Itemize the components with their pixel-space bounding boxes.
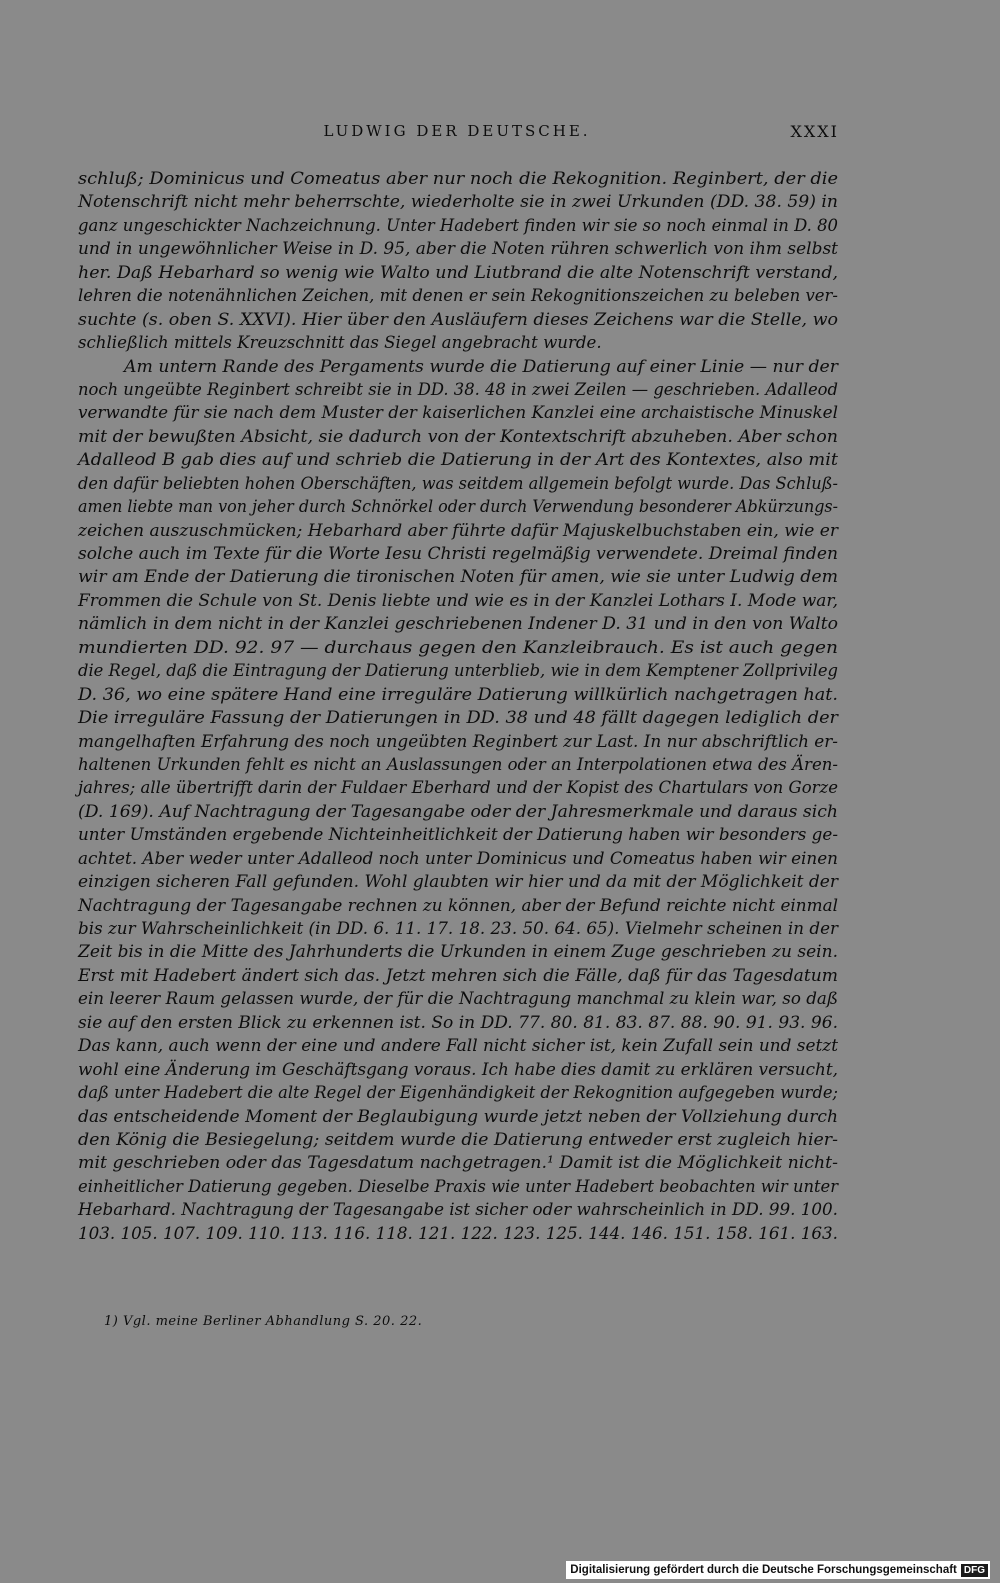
dfg-credit-text: Digitalisierung gefördert durch die Deutsche Forschungsgemeinschaft [570,1564,957,1576]
running-title: LUDWIG DER DEUTSCHE. [323,122,591,140]
text-line-content: unter Umständen ergebende Nichteinheitlichkeit der Datierung haben wir besonders ge- [78,825,838,845]
text-line-content: Adalleod B gab dies auf und schrieb die Datierung in der Art des Kontextes, also mit [78,450,838,470]
text-line-content: lehren die notenähnlichen Zeichen, mit denen er sein Rekognitionszeichen zu beleben ver- [78,286,838,306]
text-line [78,1175,838,1198]
text-line-content: Nachtragung der Tagesangabe rechnen zu können, aber der Befund reichte nicht einmal [78,895,839,915]
text-line [78,378,838,401]
text-line-content: jahres; alle übertrifft darin der Fuldaer Eberhard und der Kopist des Chartulars von Gorze [78,778,838,798]
text-line-content: ganz ungeschickter Nachzeichnung. Unter Hadebert finden wir sie so noch einmal in D. 80 [78,215,838,235]
text-line [78,284,838,307]
text-line-content: das entscheidende Moment der Beglaubigung wurde jetzt neben der Vollziehung durch [78,1106,838,1126]
text-line [78,730,838,753]
text-line-content: wohl eine Änderung im Geschäftsgang voraus. Ich habe dies damit zu erklären versucht, [78,1059,838,1079]
text-line [78,987,838,1010]
text-line-content: zeichen auszuschmücken; Hebarhard aber führte dafür Majuskelbuchstaben ein, wie er [78,520,838,540]
text-line-content: Frommen die Schule von St. Denis liebte und wie es in der Kanzlei Lothars I. Mode war, [78,590,838,610]
text-line [78,1222,838,1245]
text-line [78,1081,838,1104]
text-line-content: achtet. Aber weder unter Adalleod noch unter Dominicus und Comeatus haben wir einen [78,848,839,868]
text-line-content: nämlich in dem nicht in der Kanzlei geschriebenen Indener D. 31 und in den von Walto [78,614,838,634]
body-text [78,167,838,1245]
text-line-content: einzigen sicheren Fall gefunden. Wohl glaubten wir hier und da mit der Möglichkeit der [78,872,838,892]
text-line [78,1128,838,1151]
text-line [78,167,838,190]
text-line [78,870,838,893]
text-line [78,1151,838,1174]
text-line [78,940,838,963]
text-line [78,472,838,495]
text-line [78,190,838,213]
text-line-content: bis zur Wahrscheinlichkeit (in DD. 6. 11. 17. 18. 23. 50. 64. 65). Vielmehr scheinen in der [78,919,838,938]
text-line-content: den König die Besiegelung; seitdem wurde die Datierung entweder erst zugleich hier- [78,1129,838,1149]
text-line [78,1058,838,1081]
text-line [78,800,838,823]
text-line [78,1105,838,1128]
text-line [78,519,838,542]
text-line [78,659,838,682]
text-line [78,565,838,588]
text-line [78,331,838,354]
text-line-content: Notenschrift nicht mehr beherrschte, wiederholte sie in zwei Urkunden (DD. 38. 59) in [78,192,839,212]
text-line [78,1034,838,1057]
text-line [78,823,838,846]
text-line-content: mangelhaften Erfahrung des noch ungeübten Reginbert zur Last. In nur abschriftlich er- [78,731,838,751]
text-line [78,1011,838,1034]
dfg-credit-banner [566,1561,990,1579]
text-line-content: den dafür beliebten hohen Oberschäften, was seitdem allgemein befolgt wurde. Das Schluß- [78,473,838,493]
text-line-content: verwandte für sie nach dem Muster der kaiserlichen Kanzlei eine archaistische Minuskel [78,403,838,423]
text-line [78,542,838,565]
footnote: 1) Vgl. meine Berliner Abhandlung S. 20. 22. [104,1314,423,1329]
text-line-content: mit der bewußten Absicht, sie dadurch von der Kontextschrift abzuheben. Aber schon [78,426,838,446]
text-line [78,753,838,776]
text-line [78,355,838,378]
text-line-content: suchte (s. oben S. XXVI). Hier über den Ausläufern dieses Zeichens war die Stelle, wo [78,309,838,329]
text-line [78,706,838,729]
text-line-content: daß unter Hadebert die alte Regel der Eigenhändigkeit der Rekognition aufgegeben wurde; [78,1083,838,1103]
text-line-content: (D. 169). Auf Nachtragung der Tagesangabe oder der Jahresmerkmale und daraus sich [78,801,839,821]
text-line [78,683,838,706]
page-number: XXXI [790,122,839,141]
text-line-content: Das kann, auch wenn der eine und andere Fall nicht sicher ist, kein Zufall sein und setzt [78,1036,839,1056]
text-line-content: haltenen Urkunden fehlt es nicht an Auslassungen oder an Interpolationen etwa des Ären- [78,754,838,774]
text-line [78,917,838,940]
text-line [78,261,838,284]
text-line-content: sie auf den ersten Blick zu erkennen ist. So in DD. 77. 80. 81. 83. 87. 88. 90. 91. 93. 96. [78,1012,839,1032]
text-line-content: 103. 105. 107. 109. 110. 113. 116. 118. 121. 122. 123. 125. 144. 146. 151. 158. 161. 163. [78,1223,838,1243]
running-header [75,122,839,146]
text-line-content: amen liebte man von jeher durch Schnörkel oder durch Verwendung besonderer Abkürzungs- [78,497,838,517]
text-line-content: Am untern Rande des Pergaments wurde die Datierung auf einer Linie — nur der [124,356,838,376]
text-line-content: schluß; Dominicus und Comeatus aber nur noch die Rekognition. Reginbert, der die [78,169,838,188]
text-line [78,214,838,237]
text-line [78,612,838,635]
text-line-content: die Regel, daß die Eintragung der Datierung unterblieb, wie in dem Kemptener Zollprivileg [78,661,838,681]
text-line-content: wir am Ende der Datierung die tironischen Noten für amen, wie sie unter Ludwig dem [78,567,838,587]
text-line-content: solche auch im Texte für die Worte Iesu Christi regelmäßig verwendete. Dreimal finden [78,544,838,563]
text-line-content: D. 36, wo eine spätere Hand eine irreguläre Datierung willkürlich nachgetragen hat. [78,684,838,704]
dfg-logo: DFG [961,1564,988,1577]
text-line [78,894,838,917]
text-line-content: einheitlicher Datierung gegeben. Dieselbe Praxis wie unter Hadebert beobachten wir unter [78,1176,838,1196]
text-line-content: Hebarhard. Nachtragung der Tagesangabe ist sicher oder wahrscheinlich in DD. 99. 100. [78,1200,838,1220]
text-line [78,636,838,659]
text-line [78,401,838,424]
text-line-content: Zeit bis in die Mitte des Jahrhunderts die Urkunden in einem Zuge geschrieben zu sein. [78,942,838,962]
text-line [78,495,838,518]
text-line-content: noch ungeübte Reginbert schreibt sie in DD. 38. 48 in zwei Zeilen — geschrieben. Adalleod [78,379,838,399]
text-line [78,847,838,870]
text-line-content: her. Daß Hebarhard so wenig wie Walto und Liutbrand die alte Notenschrift verstand, [78,262,838,282]
text-line-content: mit geschrieben oder das Tagesdatum nachgetragen.¹ Damit ist die Möglichkeit nicht- [78,1153,838,1173]
text-line [78,448,838,471]
text-line [78,589,838,612]
text-line-content: Die irreguläre Fassung der Datierungen in DD. 38 und 48 fällt dagegen lediglich der [78,708,839,728]
text-line [78,237,838,260]
text-line [78,1198,838,1221]
text-line [78,776,838,799]
text-line [78,964,838,987]
text-line-content: schließlich mittels Kreuzschnitt das Siegel angebracht wurde. [78,333,602,353]
text-line-content: ein leerer Raum gelassen wurde, der für die Nachtragung manchmal zu klein war, so daß [78,989,838,1009]
text-line [78,425,838,448]
text-line-content: Erst mit Hadebert ändert sich das. Jetzt mehren sich die Fälle, daß für das Tagesdatum [78,965,839,985]
text-line-content: mundierten DD. 92. 97 — durchaus gegen den Kanzleibrauch. Es ist auch gegen [78,637,838,657]
text-line-content: und in ungewöhnlicher Weise in D. 95, aber die Noten rühren schwerlich von ihm selbst [78,239,838,259]
text-line [78,308,838,331]
